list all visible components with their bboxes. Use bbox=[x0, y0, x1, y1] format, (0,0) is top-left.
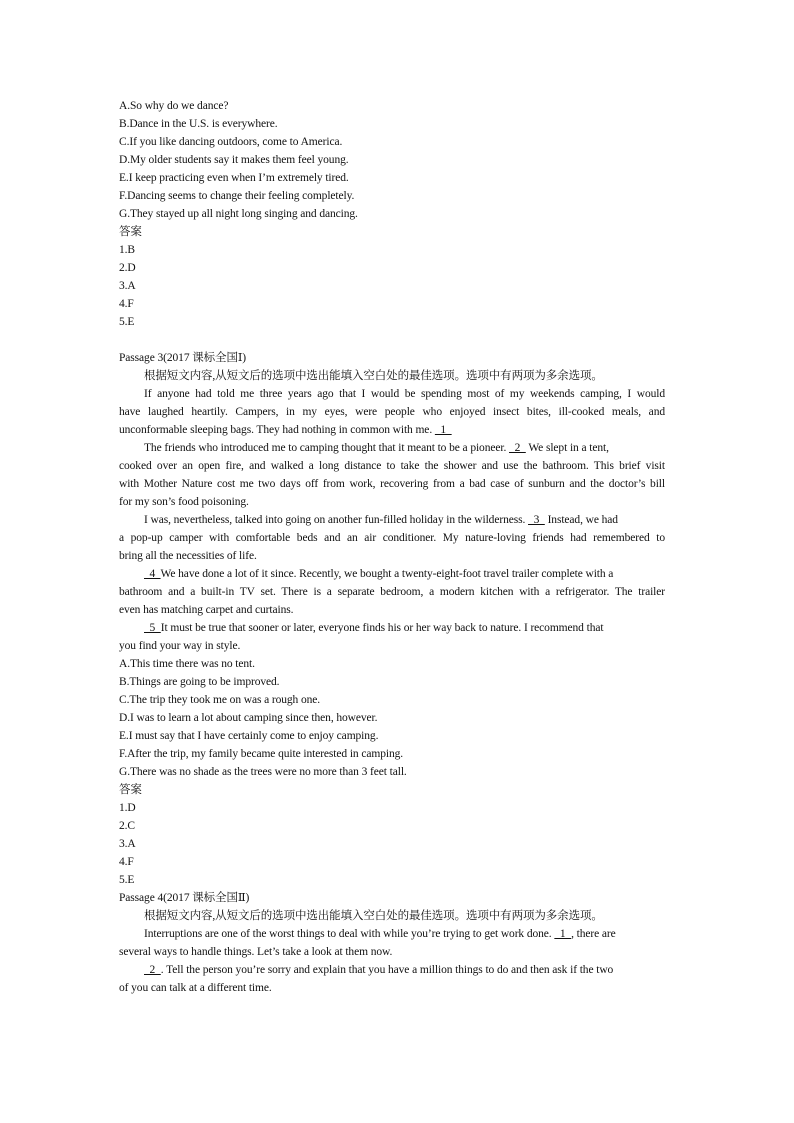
passage2-answer-3: 3.A bbox=[119, 280, 136, 292]
blank-1: 1 bbox=[434, 424, 452, 436]
passage3-line: bring all the necessities of life. bbox=[119, 550, 257, 562]
passage4-title: Passage 4(2017 课标全国Ⅱ) bbox=[119, 892, 250, 904]
passage3-line: I was, nevertheless, talked into going on another fun-filled holiday in the wilderness. 3 Instead, we had bbox=[144, 514, 618, 526]
passage3-answer-2: 2.C bbox=[119, 820, 135, 832]
passage3-answer-3: 3.A bbox=[119, 838, 136, 850]
passage3-answer-1: 1.D bbox=[119, 802, 136, 814]
passage4-line: several ways to handle things. Let’s take a look at them now. bbox=[119, 946, 393, 958]
passage2-answer-label: 答案 bbox=[119, 226, 142, 238]
passage4-line: 2 . Tell the person you’re sorry and explain that you have a million things to do and then ask if the two bbox=[144, 964, 614, 976]
passage3-line: for my son’s food poisoning. bbox=[119, 496, 249, 508]
passage3-line: unconformable sleeping bags. They had nothing in common with me. 1 bbox=[119, 424, 452, 436]
passage3-instruction: 根据短文内容,从短文后的选项中选出能填入空白处的最佳选项。选项中有两项为多余选项。 bbox=[144, 370, 603, 382]
passage4-instruction: 根据短文内容,从短文后的选项中选出能填入空白处的最佳选项。选项中有两项为多余选项。 bbox=[144, 910, 603, 922]
blank-2: 2 bbox=[509, 442, 526, 454]
passage3-answer-label: 答案 bbox=[119, 784, 142, 796]
passage3-line: cooked over an open fire, and walked a long distance to take the shower and use the bathroom. This brief visit bbox=[119, 460, 665, 472]
passage3-option-b: B.Things are going to be improved. bbox=[119, 676, 280, 688]
passage3-line: The friends who introduced me to camping thought that it meant to be a pioneer. 2 We slept in a tent, bbox=[144, 442, 609, 454]
blank-2: 2 bbox=[144, 964, 161, 976]
passage3-line: 5 It must be true that sooner or later, everyone finds his or her way back to nature. I recommend that bbox=[144, 622, 604, 634]
passage4-line: Interruptions are one of the worst things to deal with while you’re trying to get work done. 1 , there are bbox=[144, 928, 616, 940]
passage4-line: of you can talk at a different time. bbox=[119, 982, 272, 994]
passage2-answer-2: 2.D bbox=[119, 262, 136, 274]
passage2-option-e: E.I keep practicing even when I’m extremely tired. bbox=[119, 172, 349, 184]
passage2-answer-1: 1.B bbox=[119, 244, 135, 256]
passage2-option-a: A.So why do we dance? bbox=[119, 100, 229, 112]
passage3-line: with Mother Nature cost me two days off from work, recovering from a bad case of sunburn and the doctor’s bill bbox=[119, 478, 665, 490]
blank-4: 4 bbox=[144, 568, 161, 580]
passage3-option-g: G.There was no shade as the trees were no more than 3 feet tall. bbox=[119, 766, 407, 778]
passage2-option-g: G.They stayed up all night long singing and dancing. bbox=[119, 208, 358, 220]
passage3-option-e: E.I must say that I have certainly come to enjoy camping. bbox=[119, 730, 379, 742]
passage2-option-b: B.Dance in the U.S. is everywhere. bbox=[119, 118, 278, 130]
passage3-line: 4 We have done a lot of it since. Recently, we bought a twenty-eight-foot travel trailer complete with a bbox=[144, 568, 614, 580]
passage3-option-f: F.After the trip, my family became quite interested in camping. bbox=[119, 748, 404, 760]
passage3-option-a: A.This time there was no tent. bbox=[119, 658, 255, 670]
passage3-line: even has matching carpet and curtains. bbox=[119, 604, 294, 616]
passage3-answer-4: 4.F bbox=[119, 856, 134, 868]
passage2-option-d: D.My older students say it makes them feel young. bbox=[119, 154, 349, 166]
passage3-line: a pop-up camper with comfortable beds and an air conditioner. My nature-loving friends had remembered to bbox=[119, 532, 665, 544]
blank-3: 3 bbox=[528, 514, 545, 526]
passage2-answer-4: 4.F bbox=[119, 298, 134, 310]
passage3-line: If anyone had told me three years ago that I would be spending most of my weekends camping, I would bbox=[144, 388, 665, 400]
passage3-line: bathroom and a built-in TV set. There is a separate bedroom, a modern kitchen with a refrigerator. The trailer bbox=[119, 586, 665, 598]
passage3-line: have laughed heartily. Campers, in my eyes, were people who enjoyed insect bites, ill-cooked meals, and bbox=[119, 406, 665, 418]
blank-1: 1 bbox=[554, 928, 572, 940]
passage2-option-c: C.If you like dancing outdoors, come to America. bbox=[119, 136, 343, 148]
passage3-title: Passage 3(2017 课标全国Ⅰ) bbox=[119, 352, 247, 364]
passage2-option-f: F.Dancing seems to change their feeling completely. bbox=[119, 190, 355, 202]
passage3-option-d: D.I was to learn a lot about camping since then, however. bbox=[119, 712, 378, 724]
passage3-line: you find your way in style. bbox=[119, 640, 241, 652]
blank-5: 5 bbox=[144, 622, 161, 634]
passage2-answer-5: 5.E bbox=[119, 316, 135, 328]
passage3-answer-5: 5.E bbox=[119, 874, 135, 886]
passage3-option-c: C.The trip they took me on was a rough one. bbox=[119, 694, 321, 706]
